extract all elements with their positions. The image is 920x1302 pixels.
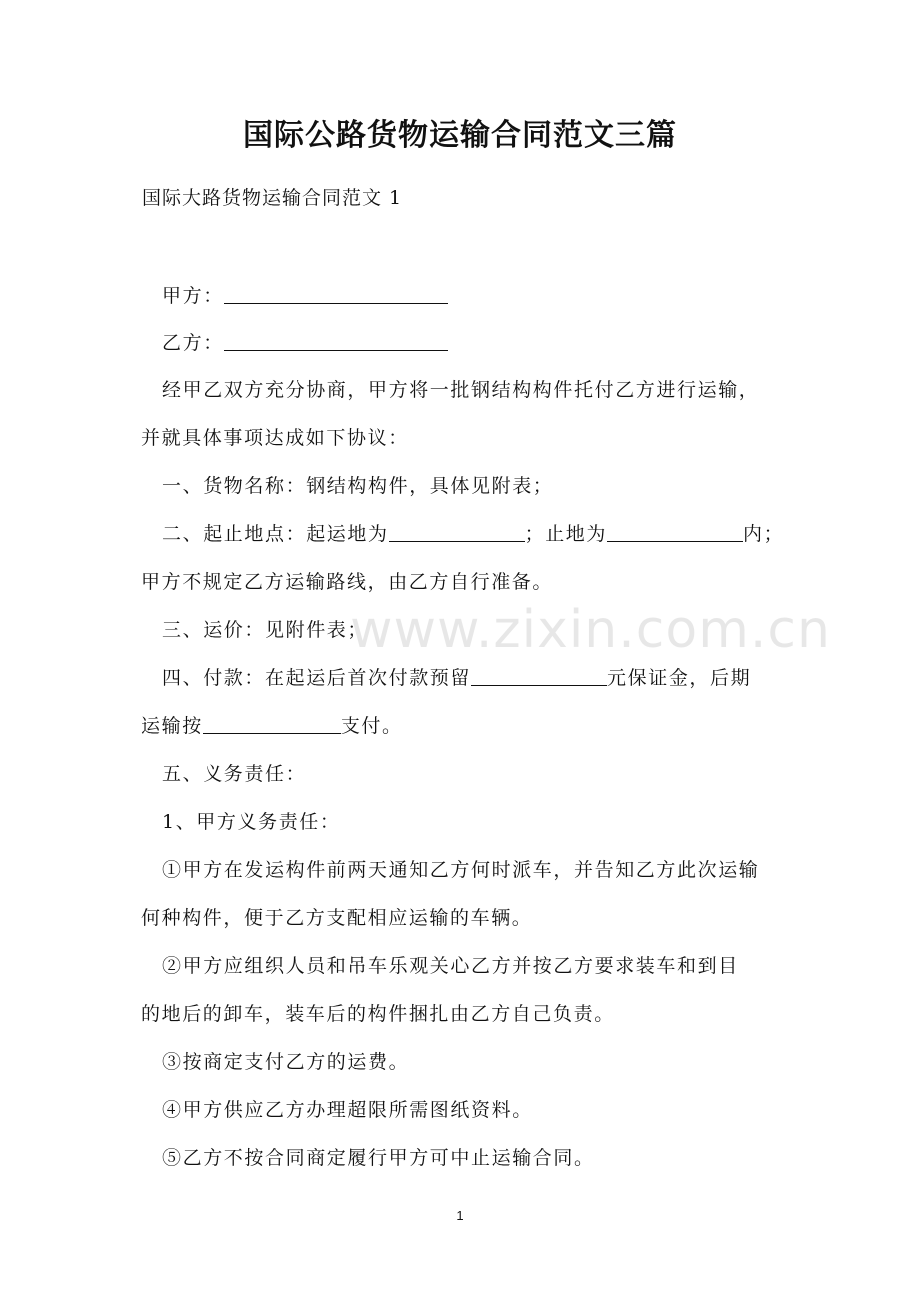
obligation-1-line-2: 何种构件，便于乙方支配相应运输的车辆。: [141, 907, 533, 929]
party-b-blank: [224, 330, 448, 351]
party-b-line: [162, 327, 448, 359]
party-a-blank: [224, 283, 448, 304]
clause-locations: [162, 518, 784, 550]
clause-locations-line-2: 甲方不规定乙方运输路线，由乙方自行准备。: [141, 571, 554, 593]
clause-locations-text-b: ；止地为: [524, 523, 608, 545]
paragraph-1-line-2: 并就具体事项达成如下协议：: [141, 427, 409, 449]
clause-payment-line-2: [141, 710, 403, 742]
obligation-2-line-1: ②甲方应组织人员和吊车乐观关心乙方并按乙方要求装车和到目: [162, 955, 739, 977]
clause-goods-name: 一、货物名称：钢结构构件，具体见附表；: [162, 475, 554, 497]
watermark: www.zixin.com.cn: [350, 600, 831, 660]
clause-payment-text-d: 支付。: [340, 715, 403, 737]
clause-price: 三、运价：见附件表；: [162, 619, 369, 641]
obligation-4: ④甲方供应乙方办理超限所需图纸资料。: [162, 1099, 533, 1121]
sub-clause-party-a: 1、甲方义务责任：: [162, 811, 341, 833]
destination-blank: [607, 521, 743, 542]
clause-payment-text-a: 四、付款：在起运后首次付款预留: [162, 667, 472, 689]
deposit-blank: [471, 665, 607, 686]
obligation-2-line-2: 的地后的卸车，装车后的构件捆扎由乙方自己负责。: [141, 1003, 615, 1025]
party-a-label: 甲方：: [162, 285, 224, 307]
paragraph-1-line-1: 经甲乙双方充分协商，甲方将一批钢结构构件托付乙方进行运输，: [162, 379, 760, 401]
obligation-5: ⑤乙方不按合同商定履行甲方可中止运输合同。: [162, 1147, 595, 1169]
payment-terms-blank: [203, 713, 341, 734]
origin-blank: [389, 521, 525, 542]
clause-locations-text-a: 二、起止地点：起运地为: [162, 523, 389, 545]
clause-payment: [162, 662, 751, 694]
clause-payment-text-b: 元保证金，后期: [607, 667, 752, 689]
obligation-3: ③按商定支付乙方的运费。: [162, 1051, 410, 1073]
clause-payment-text-c: 运输按: [141, 715, 203, 737]
obligation-1-line-1: ①甲方在发运构件前两天通知乙方何时派车，并告知乙方此次运输: [162, 859, 760, 881]
party-b-label: 乙方：: [162, 332, 224, 354]
party-a-line: [162, 280, 448, 312]
page-number: 1: [456, 1208, 464, 1223]
clause-obligations: 五、义务责任：: [162, 763, 307, 785]
section-heading: 国际大路货物运输合同范文 1: [142, 187, 403, 209]
document-title: 国际公路货物运输合同范文三篇: [243, 118, 677, 153]
clause-locations-text-c: 内；: [743, 523, 785, 545]
